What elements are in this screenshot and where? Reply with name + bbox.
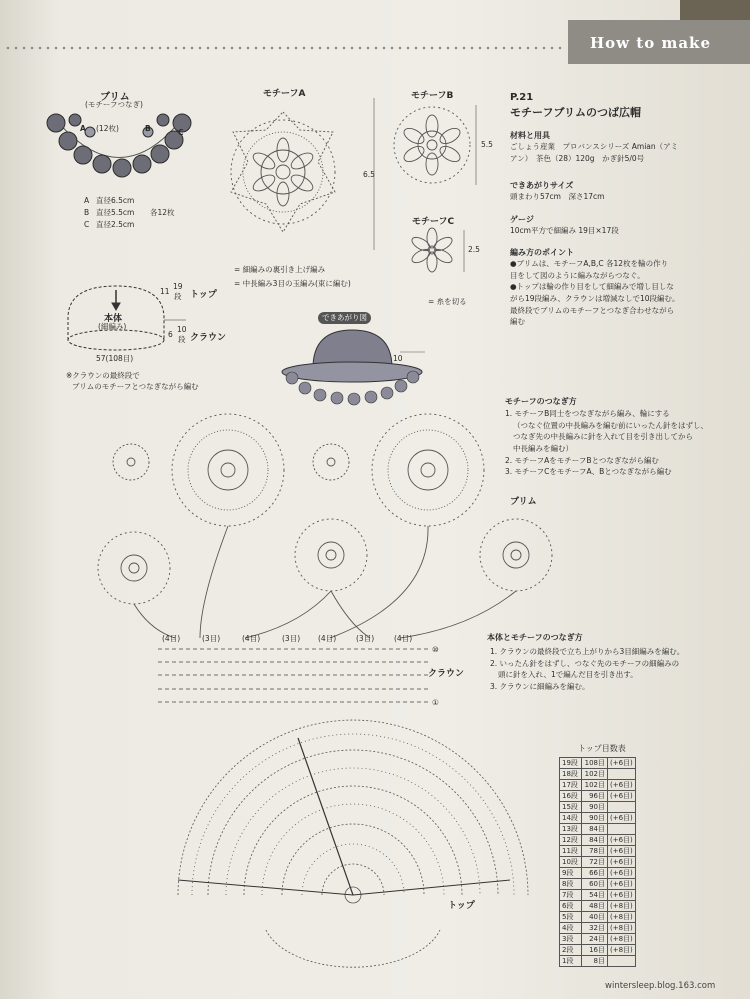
- body-join-step-2a: 頭に針を入れ、1で編んだ目を引き出す。: [498, 670, 638, 680]
- increase: (+6目): [608, 890, 636, 901]
- stitch-count: 78目: [582, 846, 608, 857]
- brim-letter-c: C: [178, 128, 184, 137]
- motif-a-chart: [231, 112, 335, 232]
- table-row: [560, 780, 636, 791]
- brim-count: (12枚): [96, 124, 119, 133]
- points-line-1: ●ブリムは、モチーフA,B,C 各12枚を輪の作り: [510, 259, 669, 268]
- increase: [608, 824, 636, 835]
- brim-title: ブリム: [100, 92, 130, 103]
- crown-stitch-rows: [158, 649, 428, 702]
- table-row: [560, 758, 636, 769]
- increase: (+6目): [608, 846, 636, 857]
- table-row: [560, 879, 636, 890]
- legend-puff-stitch: = 中長編み3目の玉編み(束に編む): [234, 279, 351, 288]
- row-label: 1段: [560, 956, 582, 967]
- increase: (+8目): [608, 923, 636, 934]
- body-join-step-1: 1. クラウンの最終段で立ち上がりから3目細編みを編む。: [490, 647, 685, 656]
- hat-top-label: トップ: [190, 290, 217, 300]
- top-rows-unit: 段: [174, 292, 182, 301]
- increase: [608, 802, 636, 813]
- gauge-heading: ゲージ: [510, 215, 534, 224]
- stitch-count: 84目: [582, 835, 608, 846]
- increase: (+8目): [608, 945, 636, 956]
- points-line-6: 編む: [510, 317, 525, 327]
- table-row: [560, 868, 636, 879]
- row-label: 2段: [560, 945, 582, 956]
- increase: (+6目): [608, 758, 636, 769]
- stitch-count: 66目: [582, 868, 608, 879]
- stitch-count: 102目: [582, 780, 608, 791]
- stitch-count: 84目: [582, 824, 608, 835]
- join-step-1: 1. モチーフB同士をつなぎながら編み、輪にする: [505, 409, 670, 418]
- materials-line-2: アン） 茶色（28）120g かぎ針5/0号: [510, 153, 645, 163]
- row-mark-1: ①: [432, 698, 439, 707]
- stitch-count: 90目: [582, 802, 608, 813]
- table-row: [560, 890, 636, 901]
- row-count-6: (3目): [356, 634, 375, 643]
- crown-rows: 10: [177, 325, 187, 334]
- motif-c-title: モチーフC: [412, 217, 455, 227]
- row-count-2: (3目): [202, 634, 221, 643]
- crown-rows-unit: 段: [178, 335, 186, 344]
- finished-label: できあがり図: [318, 312, 371, 324]
- row-count-5: (4目): [318, 634, 337, 643]
- count-table: [559, 757, 636, 967]
- row-label: 14段: [560, 813, 582, 824]
- table-row: [560, 857, 636, 868]
- increase: (+6目): [608, 879, 636, 890]
- increase: (+6目): [608, 857, 636, 868]
- materials-body: [510, 141, 730, 164]
- finished-hat-illustration: [282, 330, 425, 405]
- stitch-count: 40目: [582, 912, 608, 923]
- table-row: [560, 912, 636, 923]
- motif-b-dimension: 5.5: [481, 140, 493, 149]
- table-row: [560, 824, 636, 835]
- size-c-letter: C: [84, 220, 90, 229]
- body-join-step-2: 2. いったん針をはずし、つなぐ先のモチーフの細編みの: [490, 658, 680, 668]
- brim-letter-b: B: [145, 124, 151, 133]
- body-join-step-3: 3. クラウンに細編みを編む。: [490, 681, 590, 691]
- points-line-4: がら19段編み、クラウンは増減なしで10段編む。: [510, 293, 680, 303]
- size-b-letter: B: [84, 208, 90, 217]
- increase: (+6目): [608, 835, 636, 846]
- table-row: [560, 769, 636, 780]
- row-count-3: (4目): [242, 634, 261, 643]
- size-b-text: 直径5.5cm: [96, 208, 135, 217]
- row-mark-10: ⑩: [432, 645, 439, 654]
- motif-c-dimension: 2.5: [468, 245, 480, 254]
- table-row: [560, 956, 636, 967]
- motif-joining-chart: [98, 414, 552, 638]
- points-line-5: 最終段でブリムのモチーフとつなぎ合わせながら: [510, 305, 675, 315]
- points-line-2: 目をして図のように編みながらつなぐ。: [510, 270, 645, 280]
- stitch-count: 16目: [582, 945, 608, 956]
- table-row: [560, 835, 636, 846]
- increase: (+8目): [608, 901, 636, 912]
- row-label: 5段: [560, 912, 582, 923]
- join-step-2: 2. モチーフAをモチーフBとつなぎながら編む: [505, 455, 659, 465]
- section-header: How to make: [568, 20, 750, 64]
- count-table-title: トップ目数表: [578, 744, 626, 753]
- join-step-1c: 中長編みを編む）: [513, 443, 573, 453]
- stitch-count: 72目: [582, 857, 608, 868]
- gauge-text: 10cm平方で細編み 19目×17段: [510, 226, 619, 235]
- row-count-7: (4目): [394, 634, 413, 643]
- increase: (+6目): [608, 813, 636, 824]
- table-row: [560, 802, 636, 813]
- body-join-steps: [490, 646, 730, 693]
- row-label: 4段: [560, 923, 582, 934]
- points-heading: 編み方のポイント: [510, 248, 574, 257]
- hat-body-label: 本体: [104, 314, 123, 324]
- join-step-1a: （つなぐ位置の中長編みを編む前にいったん針をはずし、: [513, 420, 708, 430]
- motif-b-chart: [394, 107, 470, 183]
- stitch-count: 24目: [582, 934, 608, 945]
- finished-dimension: 10: [393, 354, 403, 363]
- points-body: [510, 258, 730, 328]
- stitch-count: 102目: [582, 769, 608, 780]
- size-text: 頭まわり57cm 深さ17cm: [510, 192, 605, 201]
- legend-reverse-post: = 細編みの裏引き上げ編み: [234, 265, 326, 274]
- table-row: [560, 945, 636, 956]
- materials-line-1: ごしょう産業 プロバンスシリーズ Amian（アミ: [510, 142, 679, 151]
- hat-note-1: ※クラウンの最終段で: [66, 371, 140, 380]
- row-label: 3段: [560, 934, 582, 945]
- join-step-1b: つなぎ先の中長編みに針を入れて目を引き出してから: [513, 432, 693, 442]
- stitch-count: 90目: [582, 813, 608, 824]
- increase: [608, 956, 636, 967]
- motif-c-chart: [410, 228, 454, 272]
- table-row: [560, 901, 636, 912]
- sizes-note: 各12枚: [150, 208, 175, 217]
- size-a-text: 直径6.5cm: [96, 196, 135, 205]
- row-label: 18段: [560, 769, 582, 780]
- stitch-count: 32目: [582, 923, 608, 934]
- increase: (+6目): [608, 780, 636, 791]
- top-cm: 11: [160, 287, 170, 296]
- row-label: 16段: [560, 791, 582, 802]
- row-label: 17段: [560, 780, 582, 791]
- top-rows: 19: [173, 282, 183, 291]
- row-count-4: (3目): [282, 634, 301, 643]
- table-row: [560, 846, 636, 857]
- row-label: 7段: [560, 890, 582, 901]
- pattern-title: モチーフブリムのつば広帽: [510, 106, 642, 119]
- hat-note-2: ブリムのモチーフとつなぎながら編む: [72, 382, 199, 391]
- increase: (+6目): [608, 868, 636, 879]
- join-heading: モチーフのつなぎ方: [505, 397, 577, 406]
- size-a-letter: A: [84, 196, 90, 205]
- increase: (+8目): [608, 912, 636, 923]
- size-c-text: 直径2.5cm: [96, 220, 135, 229]
- hat-circumference: 57(108目): [96, 354, 134, 363]
- row-label: 15段: [560, 802, 582, 813]
- hat-body-sub: (細編み): [98, 322, 127, 331]
- table-row: [560, 923, 636, 934]
- points-line-3: ●トップは輪の作り目をして細編みで増し目しな: [510, 282, 674, 292]
- increase: (+8目): [608, 934, 636, 945]
- row-label: 6段: [560, 901, 582, 912]
- size-heading: できあがりサイズ: [510, 181, 574, 190]
- increase: [608, 769, 636, 780]
- stitch-count: 8目: [582, 956, 608, 967]
- stitch-count: 96目: [582, 791, 608, 802]
- brim-letter-a: A: [80, 124, 86, 133]
- body-join-heading: 本体とモチーフのつなぎ方: [487, 633, 583, 642]
- footer-credit: wintersleep.blog.163.com: [605, 981, 716, 991]
- stitch-count: 48目: [582, 901, 608, 912]
- legend-cut-yarn: = 糸を切る: [428, 297, 467, 306]
- brim-subtitle: (モチーフつなぎ): [85, 100, 143, 109]
- stitch-count: 60目: [582, 879, 608, 890]
- brim-schematic: [47, 114, 191, 177]
- row-label: 13段: [560, 824, 582, 835]
- row-label: 9段: [560, 868, 582, 879]
- row-label: 19段: [560, 758, 582, 769]
- materials-heading: 材料と用具: [510, 131, 550, 140]
- hat-crown-label: クラウン: [190, 333, 227, 343]
- row-label: 11段: [560, 846, 582, 857]
- page-reference: P.21: [510, 92, 534, 103]
- row-label: 8段: [560, 879, 582, 890]
- increase: (+6目): [608, 791, 636, 802]
- table-row: [560, 791, 636, 802]
- join-steps: [505, 408, 745, 478]
- join-step-3: 3. モチーフCをモチーフA、Bとつなぎながら編む: [505, 467, 672, 477]
- stitch-count: 54目: [582, 890, 608, 901]
- top-chart-label: トップ: [448, 901, 475, 911]
- row-label: 12段: [560, 835, 582, 846]
- motif-a-title: モチーフA: [263, 89, 306, 99]
- crown-chart-label: クラウン: [428, 669, 465, 679]
- row-count-1: (4目): [162, 634, 181, 643]
- motif-b-title: モチーフB: [411, 91, 454, 101]
- stitch-count: 108目: [582, 758, 608, 769]
- joining-brim-label: ブリム: [510, 497, 537, 507]
- table-row: [560, 813, 636, 824]
- crown-cm: 6: [168, 330, 173, 339]
- motif-a-dimension: 6.5: [363, 170, 375, 179]
- table-row: [560, 934, 636, 945]
- row-label: 10段: [560, 857, 582, 868]
- top-stitch-chart: [178, 720, 528, 967]
